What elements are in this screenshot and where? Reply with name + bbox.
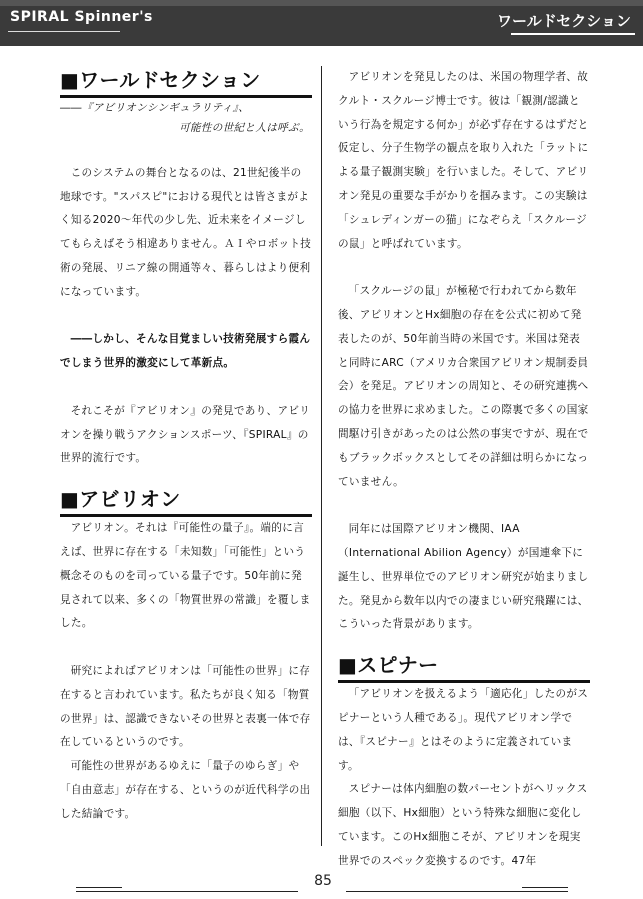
right-column (338, 66, 590, 874)
heading-world-section: ■ワールドセクション (60, 66, 312, 98)
paragraph-research: 研究によればアビリオンは「可能性の世界」に存在すると言われています。私たちが良く知る「物質の世界」は、認識できないその世界と表裏一体で存在しているというのです。 (60, 664, 311, 749)
section-title: ワールドセクション (497, 12, 631, 30)
paragraph-discovery: それこそが『アビリオン』の発見であり、アビリオンを操り戦うアクションスポーツ、『SPIRAL』の世界的流行です。 (60, 404, 311, 465)
section-underline (511, 33, 635, 35)
header-edge (0, 0, 643, 6)
paragraph-discoverer: アビリオンを発見したのは、米国の物理学者、故クルト・スクルージ博士です。彼は「観測/認識という行為を規定する何か」が必ず存在するはずだと仮定し、分子生物学の観点を取り入れた「ラットによる量子観測実験」を行いました。そして、アビリオン発見の重要な手がかりを掴みます。この実験は「シュレディンガーの猫」になぞらえ「スクルージの鼠」と呼ばれています。 (338, 71, 589, 250)
left-column (60, 66, 312, 827)
brand-title: SPIRAL Spinner's (10, 9, 153, 25)
page-header (0, 0, 643, 46)
paragraph-abilion-definition: アビリオン。それは『可能性の量子』。端的に言えば、世界に存在する「未知数」「可能性」という概念そのものを司っている量子です。50年前に発見されて以来、多くの「物質世界の常識」を覆しました。 (60, 522, 311, 630)
paragraph-iaa: 同年には国際アビリオン機関、IAA（International Abilion Agency）が国連傘下に誕生し、世界単位でのアビリオン研究が始まりました。発見から数年以内での凄まじい研究飛躍には、こういった背景があります。 (338, 523, 589, 631)
footer-rule-right (346, 891, 568, 892)
brand-underline (8, 31, 120, 32)
footer-rule-right-short (522, 887, 568, 888)
footer-rule-left-short (76, 887, 122, 888)
paragraph-spinner-definition: 「アビリオンを扱えるよう「適応化」したのがスピナーという人種である」。現代アビリオン学では、『スピナー』とはそのように定義されています。 (338, 688, 589, 772)
paragraph-conclusion: 可能性の世界があるゆえに「量子のゆらぎ」や「自由意志」が存在する、というのが近代科学の出した結論です。 (60, 760, 311, 820)
column-divider (321, 66, 322, 846)
page-number: 85 (314, 873, 332, 889)
paragraph-stage: このシステムの舞台となるのは、21世紀後半の地球です。"スパスピ"における現代とは皆さまがよく知る2020～年代の少し先、近未来をイメージしてもらえばそう相違ありません。ＡＩやロボット技術の発展、リニア線の開通等々、暮らしはより便利になっています。 (60, 166, 312, 298)
subtitle-line-2: 可能性の世紀と人は呼ぶ。 (179, 122, 310, 134)
paragraph-however: ――しかし、そんな目覚ましい技術発展すら霞んでしまう世界的激変にして革新点。 (60, 333, 311, 370)
paragraph-hx-cells: スピナーは体内細胞の数パーセントがヘリックス細胞（以下、Hx細胞）という特殊な細胞に変化しています。このHx細胞こそが、アビリオンを現実世界でのスペック変換するのです。47年 (338, 783, 588, 867)
subtitle-line-1: ――『アビリオンシンギュラリティ』、 (60, 102, 250, 114)
heading-abilion: ■アビリオン (60, 485, 312, 517)
footer-rule-left (76, 891, 298, 892)
heading-spinner: ■スピナー (338, 651, 590, 683)
paragraph-announcement: 「スクルージの鼠」が極秘で行われてから数年後、アビリオンとHx細胞の存在を公式に初めて発表したのが、50年前当時の米国です。米国は発表と同時にARC（アメリカ合衆国アビリオン規制委員会）を発足。アビリオンの周知と、その研究連携への協力を世界に求めました。この際裏で多くの国家間駆け引きがあったのは公然の事実ですが、現在でもブラックボックスとしてその詳細は明らかになっていません。 (338, 285, 589, 488)
